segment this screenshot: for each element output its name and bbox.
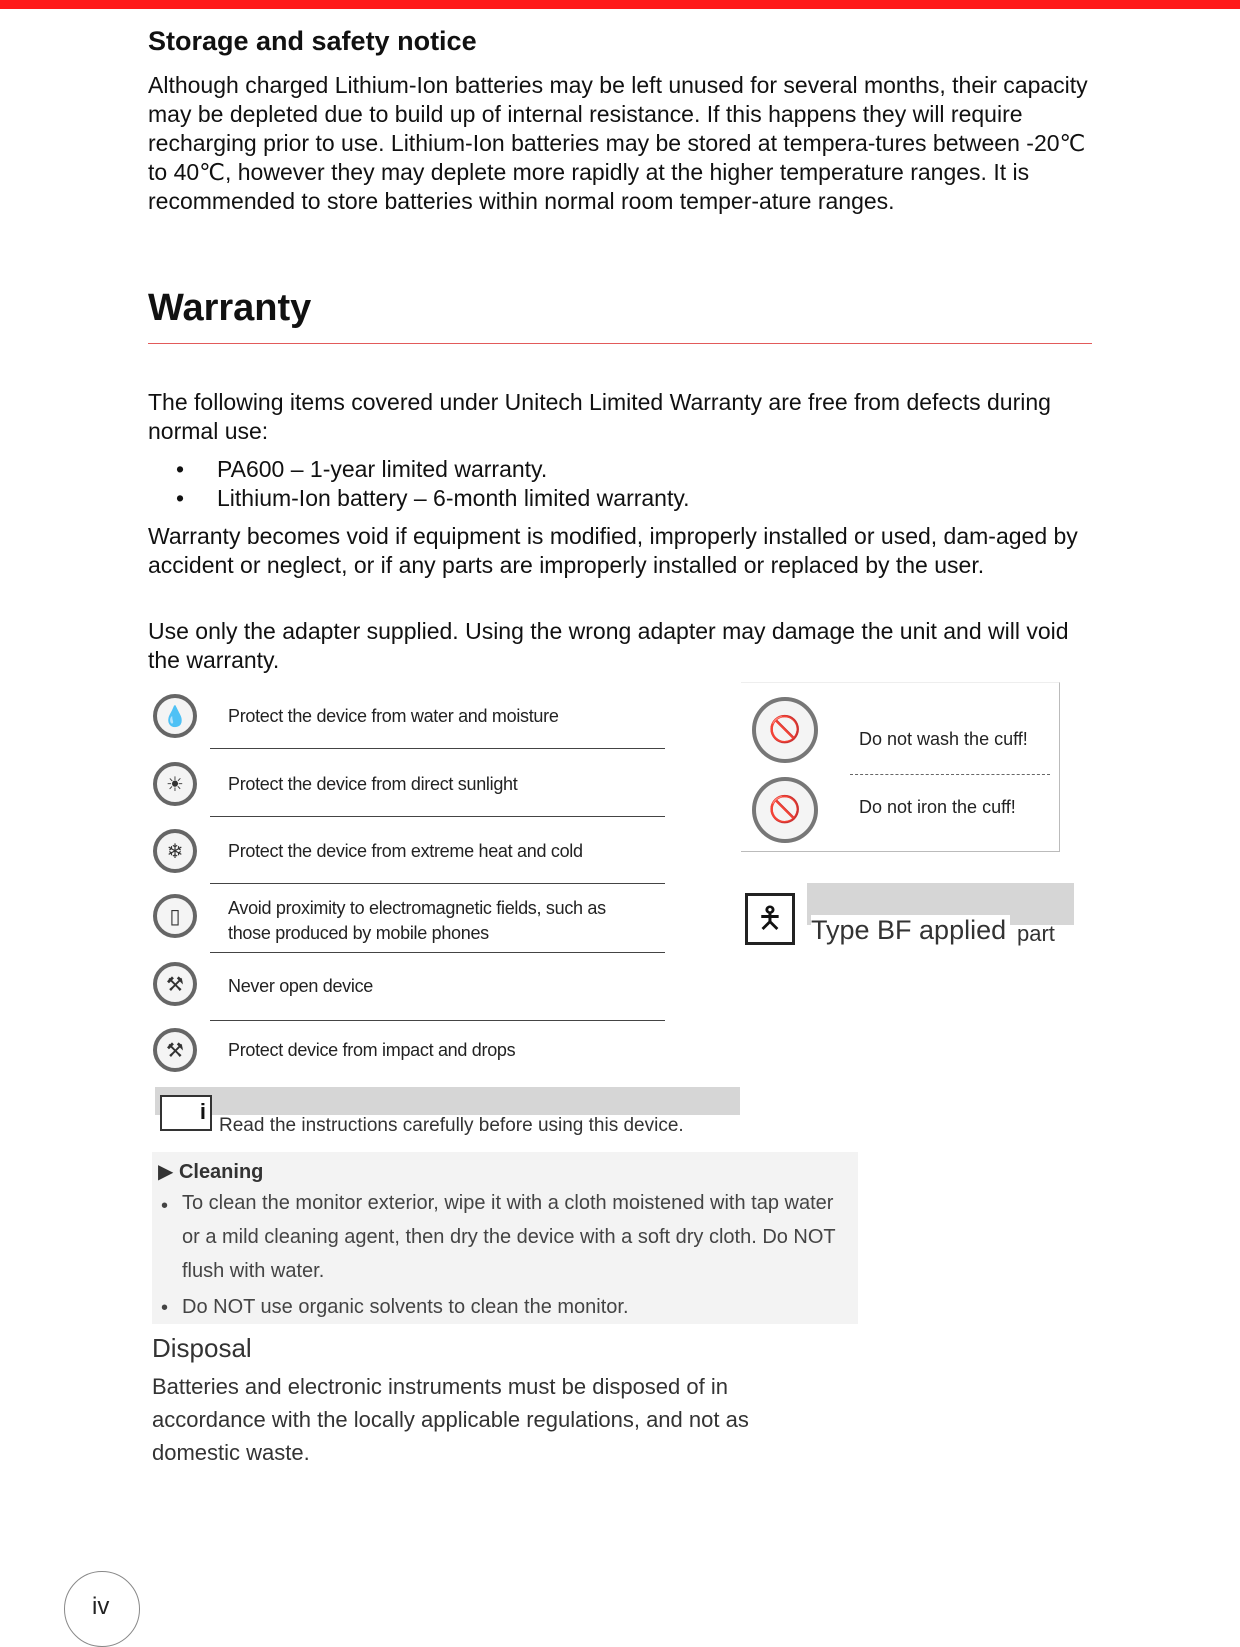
warranty-item-label: PA600 – 1-year limited warranty. [217,456,548,482]
warranty-item-label: Lithium-Ion battery – 6-month limited warranty. [217,485,690,511]
divider [210,748,665,749]
snowflake-icon: ❄ [153,829,197,873]
no-wash-icon: 🚫 [752,697,818,763]
symbol-row-water [153,694,665,754]
cleaning-title-label: Cleaning [178,1161,264,1183]
symbol-row-impact [153,1028,665,1088]
no-wash-text: Do not wash the cuff! [859,729,1028,749]
screwdriver-icon: ⚒ [153,962,197,1006]
mobile-phone-icon: ▯ [153,894,197,938]
symbol-row-sunlight [153,762,665,822]
cleaning-item: To clean the monitor exterior, wipe it with a cloth moistened with tap water or a mild cleaning agent, then dry the device with a soft dry cloth. Do NOT flush with water. [182,1192,836,1282]
divider [210,952,665,953]
disposal-title: Disposal [152,1333,252,1363]
top-accent-bar [0,0,1240,9]
warranty-intro: The following items covered under Unitech Limited Warranty are free from defects during normal use: [148,389,1051,444]
gray-band [155,1087,740,1115]
symbol-text: Protect the device from direct sunlight [228,774,518,794]
cuff-warning-panel [741,682,1060,852]
bullet-icon: • [161,1297,169,1319]
bullet-icon: • [161,1195,169,1217]
symbol-row-electromagnetic [153,894,665,964]
adapter-text: Use only the adapter supplied. Using the wrong adapter may damage the unit and will void the warranty. [148,618,1069,673]
disposal-text: Batteries and electronic instruments must be disposed of in accordance with the locally applicable regulations, and not as domestic waste. [152,1374,749,1465]
divider [210,1020,665,1021]
storage-heading: Storage and safety notice [148,26,477,56]
divider [850,774,1050,775]
warranty-list [148,455,1092,513]
divider [210,816,665,817]
info-book-icon: i [160,1095,212,1131]
symbol-text: Never open device [228,976,373,996]
no-iron-text: Do not iron the cuff! [859,797,1016,817]
type-bf-part: part [1017,921,1055,946]
symbol-text: Avoid proximity to electromagnetic fields, such as those produced by mobile phones [228,898,606,943]
warranty-void-text: Warranty becomes void if equipment is modified, improperly installed or used, dam-aged by accident or neglect, or if any parts are improperly installed or replaced by the user. [148,523,1078,578]
sunlight-icon: ☀ [153,762,197,806]
type-bf-symbol [741,883,1074,951]
divider [210,883,665,884]
list-item: • PA600 – 1-year limited warranty. [176,456,548,482]
symbol-text: Protect the device from water and moisture [228,706,559,726]
type-bf-label: Type BF applied [811,915,1010,946]
storage-body: Although charged Lithium-Ion batteries may be left unused for several months, their capacity may be depleted due to build up of internal resistance. If this happens they will require recharging prior to use. Lithium-Ion batteries may be stored at tempera-tures between -20℃ to 40℃, however they may deplete more rapidly at the higher temperature ranges. It is recommended to store batteries within normal room temper-ature ranges. [148,72,1088,214]
symbol-text: Protect the device from extreme heat and cold [228,841,583,861]
warranty-heading: Warranty [148,287,312,329]
triangle-right-icon: ▶ [158,1161,179,1183]
cleaning-title [158,1159,263,1184]
symbol-row-never-open [153,962,665,1022]
section-divider [148,343,1092,344]
hammer-icon: ⚒ [153,1028,197,1072]
symbol-row-temperature [153,829,665,889]
symbol-text: Protect device from impact and drops [228,1040,516,1060]
no-iron-icon: 🚫 [752,777,818,843]
list-item: • Lithium-Ion battery – 6-month limited warranty. [176,485,690,511]
cleaning-item: Do NOT use organic solvents to clean the monitor. [182,1296,629,1318]
water-drops-icon: 💧 [153,694,197,738]
read-instructions-text: Read the instructions carefully before using this device. [219,1115,684,1136]
person-icon: 🯅 [745,893,795,945]
page-number: iv [92,1593,110,1620]
